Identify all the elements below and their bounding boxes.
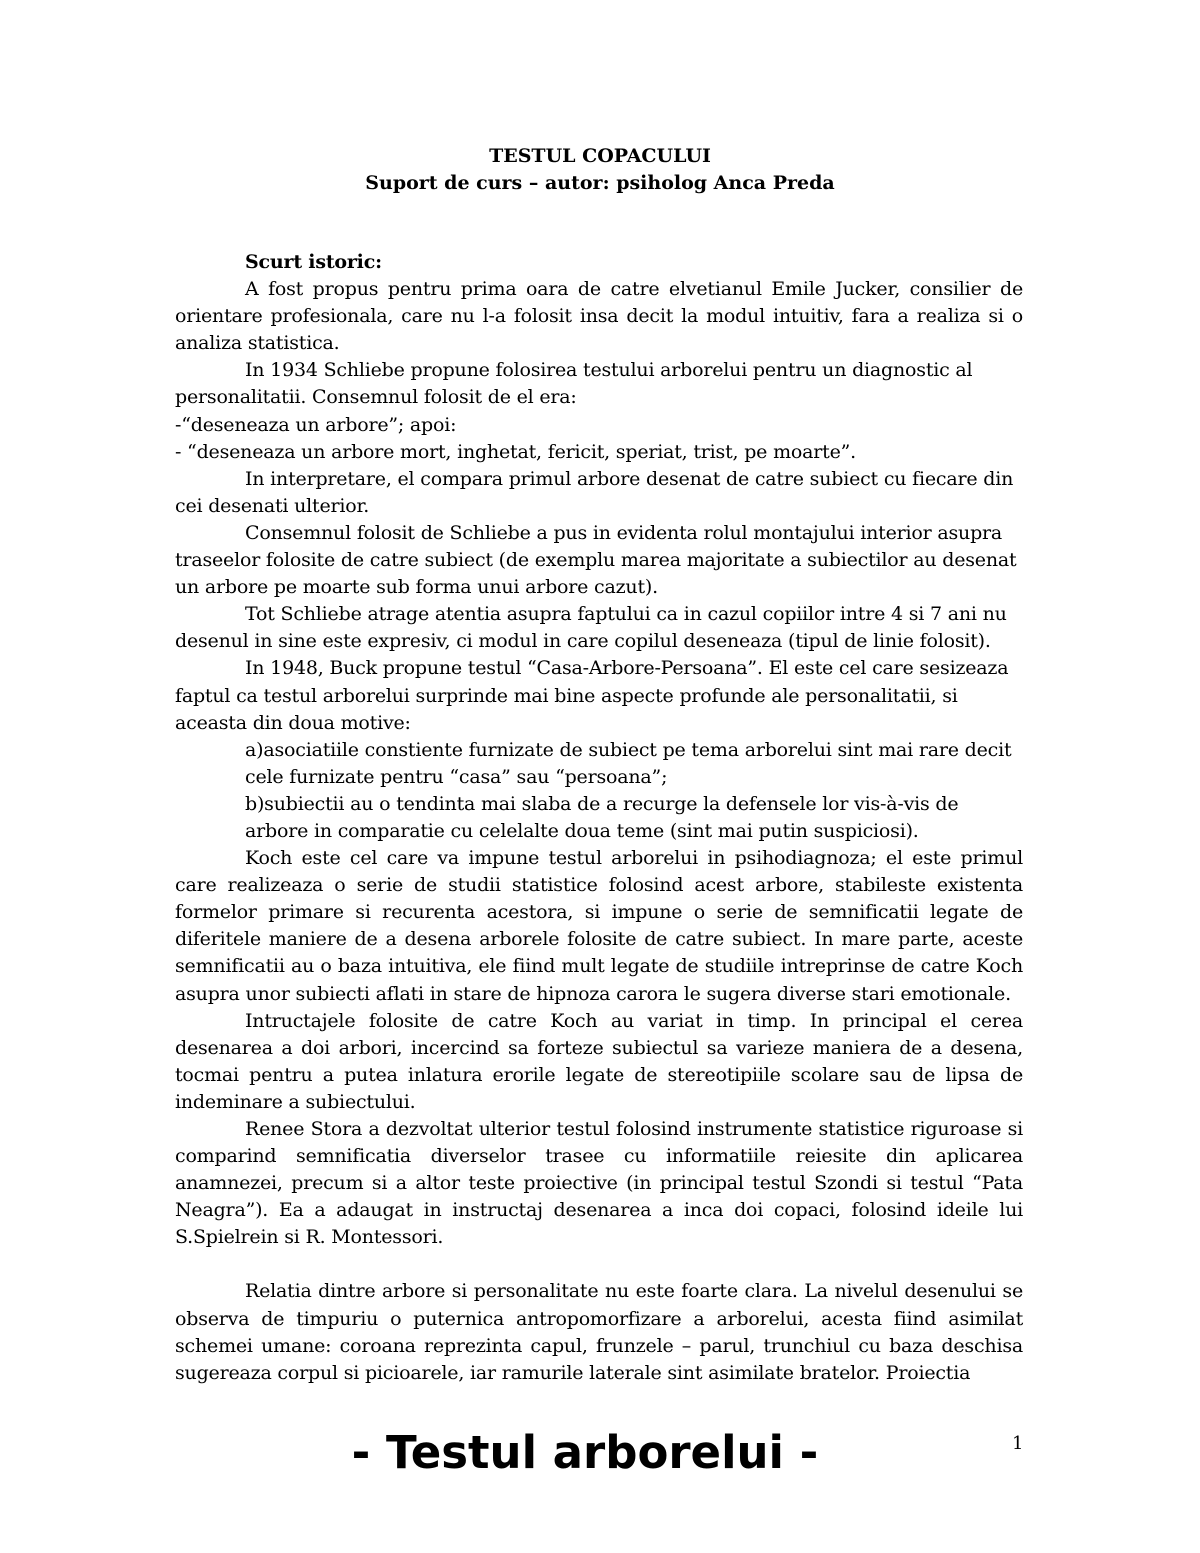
list-item: - “deseneaza un arbore mort, inghetat, fericit, speriat, trist, pe moarte”. (175, 440, 856, 463)
document-body (175, 249, 1023, 1387)
page-number: 1 (1012, 1433, 1024, 1454)
paragraph-gap (175, 1251, 1023, 1278)
paragraph: Relatia dintre arbore si personalitate nu este foarte clara. La nivelul desenului se observa de timpuriu o puternica antropomorfizare a arborelui, acesta fiind asimilat schemei umane: coroana reprezinta capul, frunzele – parul, trunchiul cu baza deschisa sugereaza corpul si picioarele, iar ramurile laterale sint asimilate bratelor. Proiectia (175, 1280, 1023, 1384)
paragraph: Intructajele folosite de catre Koch au variat in timp. In principal el cerea desenarea a doi arbori, incercind sa forteze subiectul sa varieze maniera de a desena, tocmai pentru a putea inlatura erorile legate de stereotipiile scolare sau de lipsa de indeminare a subiectului. (175, 1009, 1023, 1113)
document-title: TESTUL COPACULUI (489, 145, 711, 167)
paragraph: Koch este cel care va impune testul arborelui in psihodiagnoza; el este primul care realizeaza o serie de studii statistice folosind acest arbore, stabileste existenta formelor primare si recurenta acestora, si impune o serie de semnificatii legate de diferitele maniere de a desena arborele folosite de catre subiect. In mare parte, aceste semnificatii au o baza intuitiva, ele fiind mult legate de studiile intreprinse de catre Koch asupra unor subiecti aflati in stare de hipnoza carora le sugera diverse stari emotionale. (175, 847, 1023, 1005)
list-item: a)asociatiile constiente furnizate de subiect pe tema arborelui sint mai rare decit cele furnizate pentru “casa” sau “persoana”; (245, 738, 1012, 788)
footer-banner: - Testul arborelui - (351, 1426, 819, 1479)
paragraph: In 1948, Buck propune testul “Casa-Arbore-Persoana”. El este cel care sesizeaza faptul ca testul arborelui surprinde mai bine aspecte profunde ale personalitatii, si aceasta din doua motive: (175, 657, 1009, 734)
section-heading: Scurt istoric: (245, 251, 382, 273)
list-item: b)subiectii au o tendinta mai slaba de a recurge la defensele lor vis-à-vis de arbore in comparatie cu celelalte doua teme (sint mai putin suspiciosi). (245, 792, 959, 842)
list-item: -“deseneaza un arbore”; apoi: (175, 413, 457, 436)
paragraph: Consemnul folosit de Schliebe a pus in evidenta rolul montajului interior asupra traseelor folosite de catre subiect (de exemplu marea majoritate a subiectilor au desenat un arbore pe moarte sub forma unui arbore cazut). (175, 521, 1017, 599)
paragraph: A fost propus pentru prima oara de catre elvetianul Emile Jucker, consilier de orientare profesionala, care nu l-a folosit insa decit la modul intuitiv, fara a realiza si o analiza statistica. (175, 278, 1023, 355)
paragraph: Renee Stora a dezvoltat ulterior testul folosind instrumente statistice riguroase si comparind semnificatia diverselor trasee cu informatiile reiesite din aplicarea anamnezei, precum si a altor teste proiective (in principal testul Szondi si testul “Pata Neagra”). Ea a adaugat in instructaj desenarea a inca doi copaci, folosind ideile lui S.Spielrein si R. Montessori. (175, 1118, 1023, 1249)
paragraph: In 1934 Schliebe propune folosirea testului arborelui pentru un diagnostic al personalitatii. Consemnul folosit de el era: (175, 359, 973, 409)
paragraph: Tot Schliebe atrage atentia asupra faptului ca in cazul copiilor intre 4 si 7 ani nu desenul in sine este expresiv, ci modul in care copilul deseneaza (tipul de linie folosit). (175, 603, 1007, 653)
document-subtitle: Suport de curs – autor: psiholog Anca Preda (365, 172, 835, 194)
paragraph: In interpretare, el compara primul arbore desenat de catre subiect cu fiecare din cei desenati ulterior. (175, 467, 1014, 517)
